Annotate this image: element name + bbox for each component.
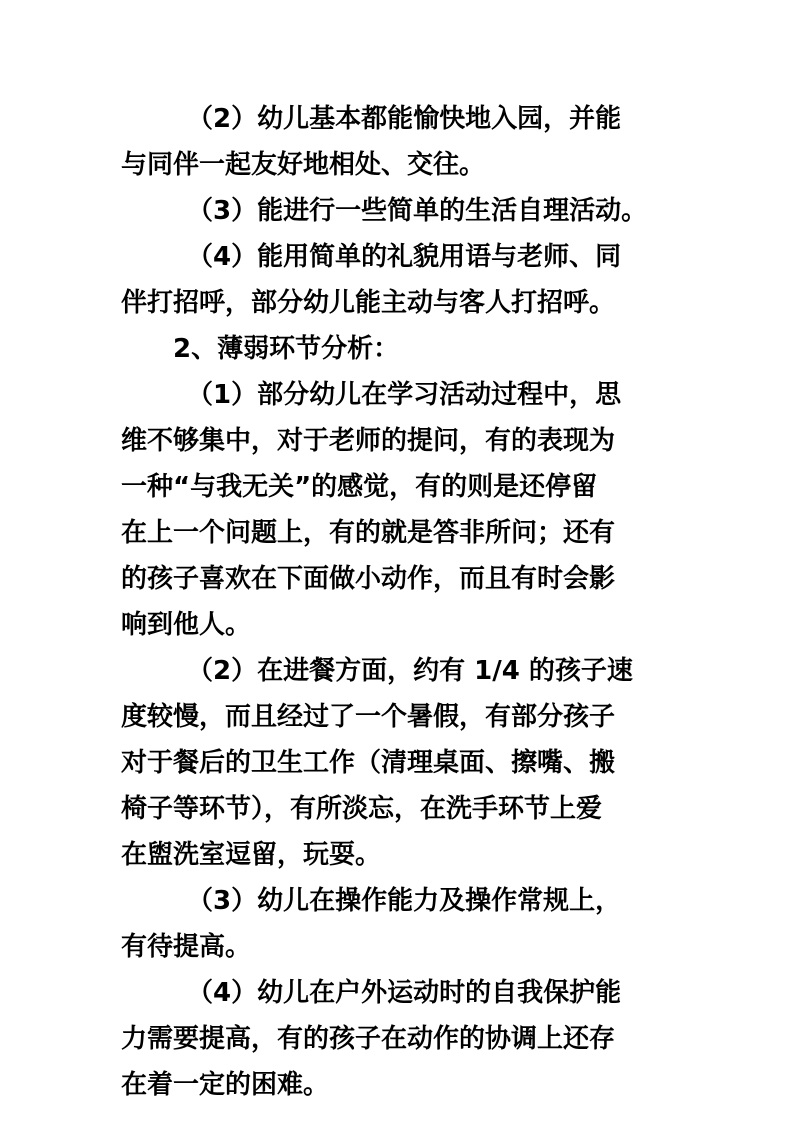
paragraph-line: 的孩子喜欢在下面做小动作，而且有时会影 bbox=[121, 564, 616, 594]
paragraph-line: （4）幼儿在户外运动时的自我保护能 bbox=[187, 978, 622, 1008]
paragraph-line: 在着一定的困难。 bbox=[121, 1070, 330, 1100]
paragraph-line: 度较慢，而且经过了一个暑假，有部分孩子 bbox=[121, 702, 616, 732]
paragraph-line: 响到他人。 bbox=[121, 610, 252, 640]
paragraph-line: 对于餐后的卫生工作（清理桌面、擦嘴、搬 bbox=[121, 748, 616, 778]
paragraph-line: （4）能用简单的礼貌用语与老师、同 bbox=[187, 242, 622, 272]
paragraph-line: 伴打招呼，部分幼儿能主动与客人打招呼。 bbox=[121, 288, 616, 318]
paragraph-line: 椅子等环节），有所淡忘，在洗手环节上爱 bbox=[121, 794, 603, 824]
paragraph-line: （2）幼儿基本都能愉快地入园，并能 bbox=[187, 104, 622, 134]
paragraph-line: 维不够集中，对于老师的提问，有的表现为 bbox=[121, 426, 616, 456]
paragraph-line: （3）能进行一些简单的生活自理活动。 bbox=[187, 196, 648, 226]
paragraph-line: 力需要提高，有的孩子在动作的协调上还存 bbox=[121, 1024, 616, 1054]
paragraph-line: 一种“与我无关”的感觉，有的则是还停留 bbox=[121, 472, 598, 502]
paragraph-line: 与同伴一起友好地相处、交往。 bbox=[121, 150, 486, 180]
paragraph-line: 有待提高。 bbox=[121, 932, 252, 962]
paragraph-line: 在上一个问题上，有的就是答非所问；还有 bbox=[121, 518, 616, 548]
paragraph-line: （1）部分幼儿在学习活动过程中，思 bbox=[187, 380, 622, 410]
section-heading: 2、薄弱环节分析： bbox=[173, 334, 400, 364]
paragraph-line: 在盥洗室逗留，玩耍。 bbox=[121, 840, 382, 870]
document-body bbox=[121, 96, 681, 1108]
paragraph-line: （3）幼儿在操作能力及操作常规上， bbox=[187, 886, 622, 916]
paragraph-line: （2）在进餐方面，约有 1/4 的孩子速 bbox=[187, 656, 633, 686]
